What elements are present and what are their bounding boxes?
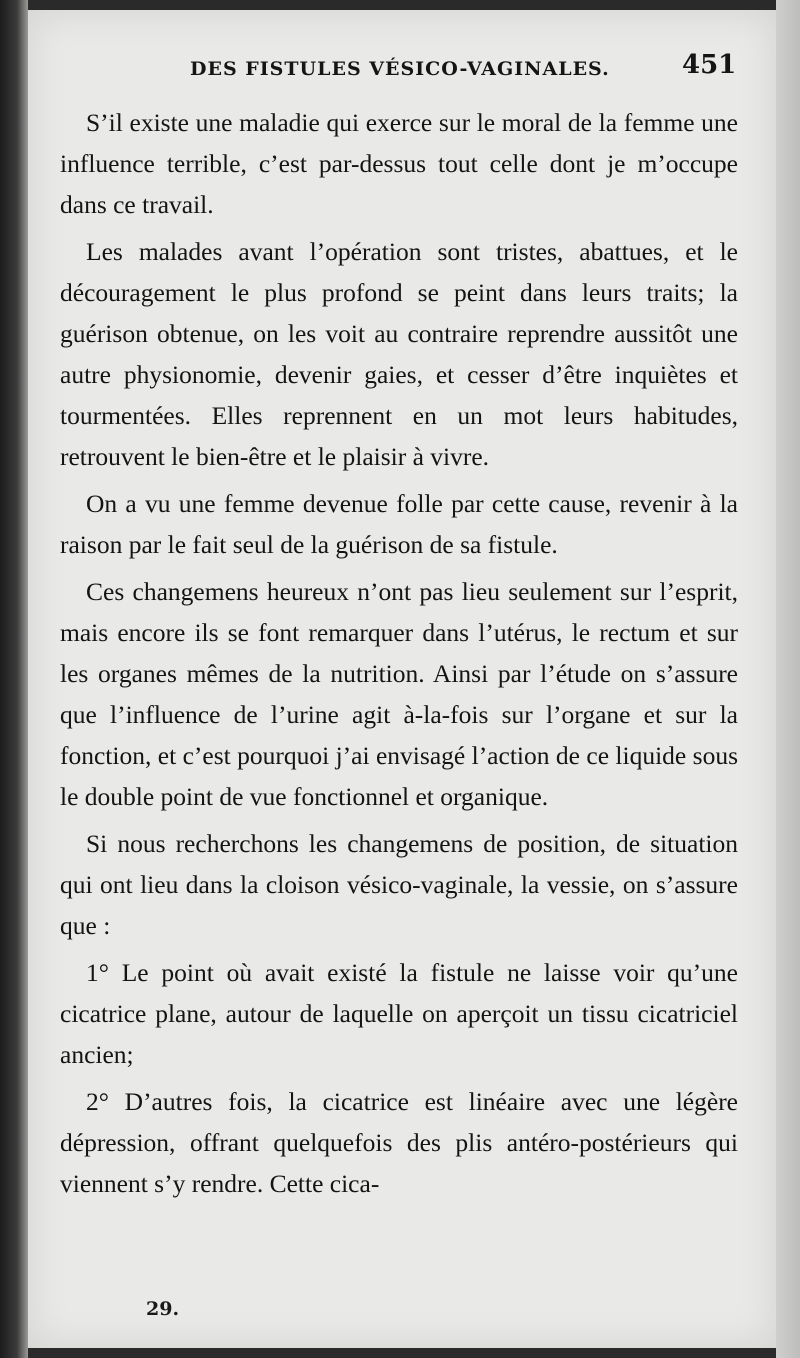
signature-mark: 29.	[146, 1298, 180, 1320]
paragraph: 2° D’autres fois, la cicatrice est linéaire avec une légère dépression, offrant quelquefois des plis antéro-postérieurs qui viennent s’y rendre. Cette cica-	[60, 1087, 738, 1198]
page-header	[28, 48, 776, 88]
paragraph: On a vu une femme devenue folle par cette cause, revenir à la raison par le fait seul de la guérison de sa fistule.	[60, 489, 738, 559]
paragraph: S’il existe une maladie qui exerce sur le moral de la femme une influence terrible, c’est par-dessus tout celle dont je m’occupe dans ce travail.	[60, 108, 738, 219]
book-page	[28, 10, 776, 1348]
paragraph: Les malades avant l’opération sont tristes, abattues, et le découragement le plus profond se peint dans leurs traits; la guérison obtenue, on les voit au contraire reprendre aussitôt une autre physionomie, devenir gaies, et cesser d’être inquiètes et tourmentées. Elles reprennent en un mot leurs habitudes, retrouvent le bien-être et le plaisir à vivre.	[60, 237, 738, 471]
paragraph: 1° Le point où avait existé la fistule ne laisse voir qu’une cicatrice plane, autour de laquelle on aperçoit un tissu cicatriciel ancien;	[60, 958, 738, 1069]
page-edge	[776, 0, 800, 1358]
page-number: 451	[682, 50, 737, 80]
body-text	[60, 102, 738, 1210]
paragraph: Ces changemens heureux n’ont pas lieu seulement sur l’esprit, mais encore ils se font remarquer dans l’utérus, le rectum et sur les organes mêmes de la nutrition. Ainsi par l’étude on s’assure que l’influence de l’urine agit à-la-fois sur l’organe et sur la fonction, et c’est pourquoi j’ai envisagé l’action de ce liquide sous le double point de vue fonctionnel et organique.	[60, 577, 738, 811]
running-head: DES FISTULES VÉSICO-VAGINALES.	[190, 58, 610, 80]
book-spine-shadow	[0, 0, 28, 1358]
paragraph: Si nous recherchons les changemens de position, de situation qui ont lieu dans la cloison vésico-vaginale, la vessie, on s’assure que :	[60, 829, 738, 940]
